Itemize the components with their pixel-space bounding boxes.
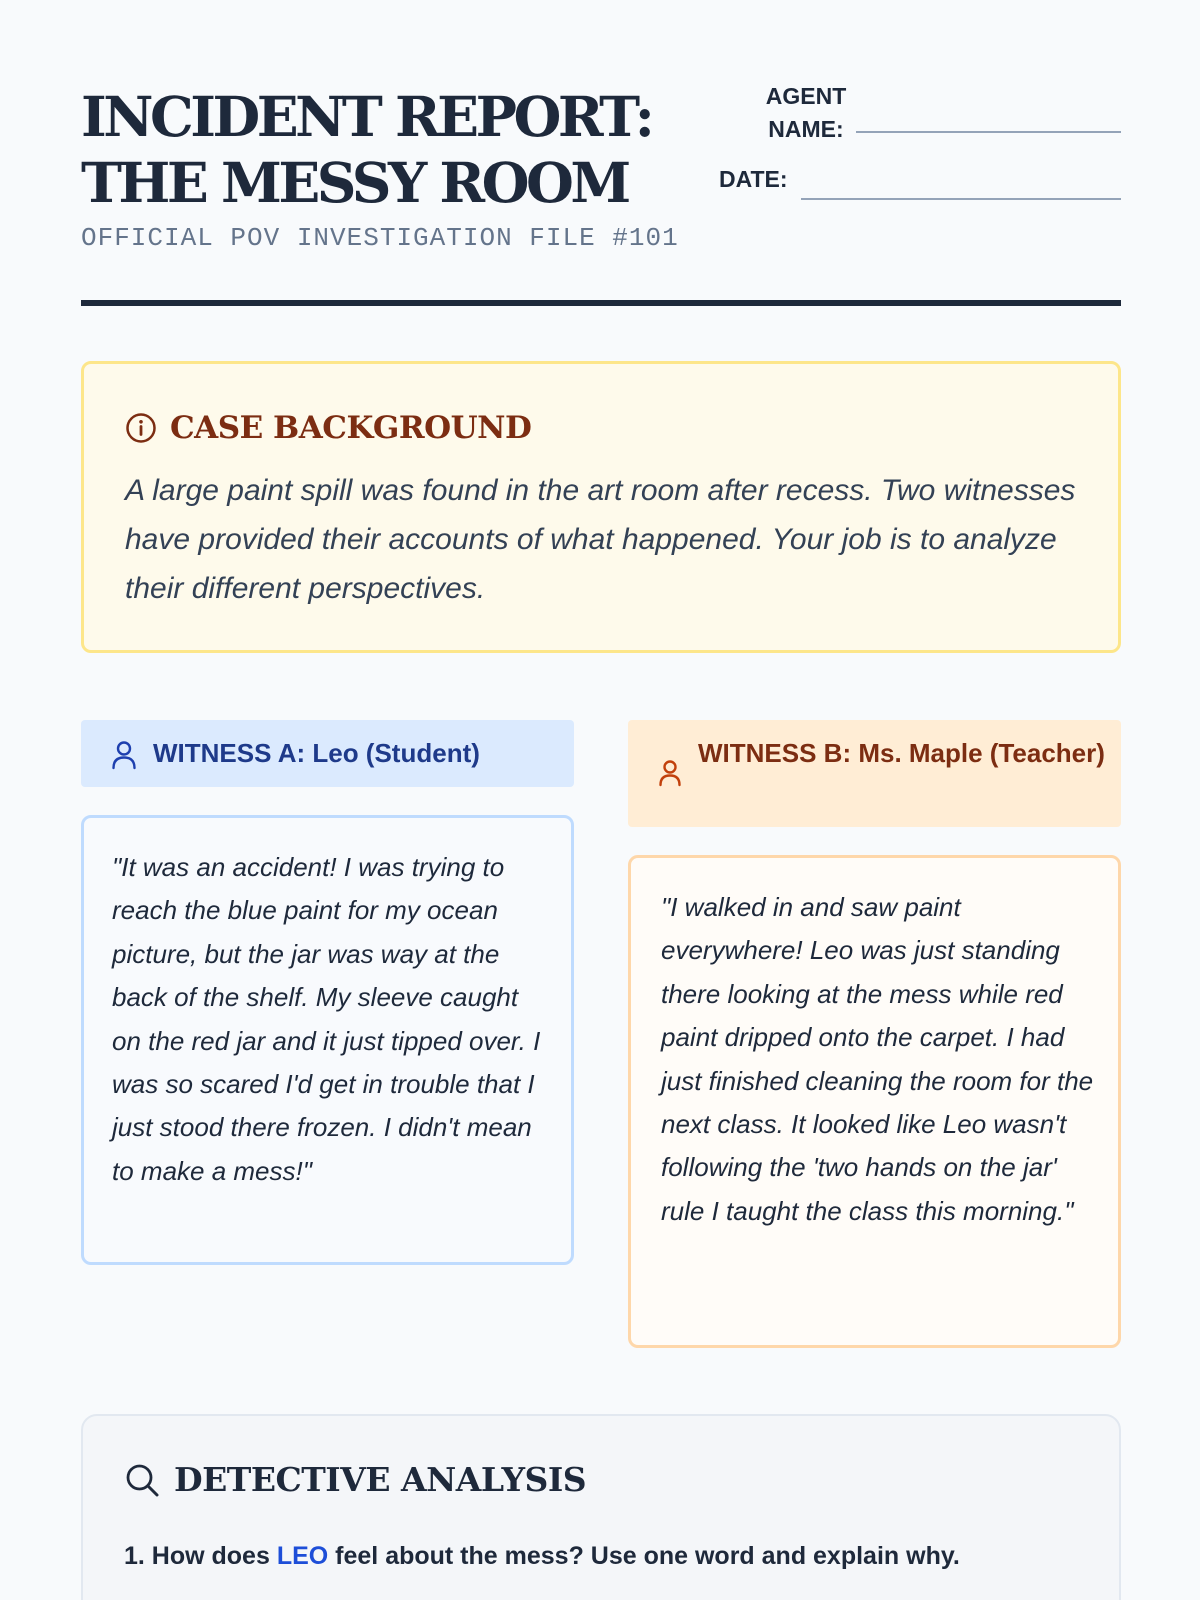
case-background-box <box>81 361 1121 653</box>
date-label: DATE: <box>719 166 788 192</box>
agent-name-label <box>761 80 851 146</box>
magnifier-icon <box>124 1462 160 1498</box>
question-1-suffix: feel about the mess? Use one word and explain why. <box>328 1542 960 1570</box>
header-divider <box>81 300 1121 306</box>
person-icon <box>111 733 137 770</box>
case-background-text: A large paint spill was found in the art room after recess. Two witnesses have provided their accounts of what happened. Your job is to analyze their different perspectives. <box>125 474 1076 605</box>
detective-analysis-heading <box>124 1460 586 1499</box>
title-line-2: THE MESSY ROOM <box>81 150 628 215</box>
info-circle-icon <box>125 412 157 444</box>
witness-b-label: WITNESS B: Ms. Maple (Teacher) <box>698 738 1105 768</box>
witness-a-card <box>81 720 574 1265</box>
witness-a-header <box>81 720 574 787</box>
agent-label-line-1: AGENT <box>765 83 847 109</box>
witness-a-label: WITNESS A: Leo (Student) <box>153 738 480 768</box>
file-number-subtitle: OFFICIAL POV INVESTIGATION FILE #101 <box>81 223 679 253</box>
case-background-heading <box>125 410 531 446</box>
case-background-title: CASE BACKGROUND <box>170 410 532 446</box>
date-blank[interactable] <box>801 198 1121 200</box>
question-1-highlight: LEO <box>276 1542 329 1570</box>
page-title <box>81 84 651 216</box>
question-1 <box>124 1542 960 1571</box>
question-1-prefix: 1. How does <box>124 1542 277 1570</box>
title-line-1: INCIDENT REPORT: <box>81 84 652 149</box>
witness-a-statement: "It was an accident! I was trying to reach the blue paint for my ocean picture, but the jar was way at the back of the shelf. My sleeve caught on the red jar and it just tipped over. I was so scared I'd get in trouble that I just stood there frozen. I didn't mean to make a mess!" <box>81 815 574 1265</box>
agent-name-blank[interactable] <box>856 131 1121 133</box>
agent-label-line-2: NAME: <box>768 116 844 142</box>
witness-b-card <box>628 720 1121 1348</box>
witness-b-header <box>628 720 1121 827</box>
witness-b-statement: "I walked in and saw paint everywhere! Leo was just standing there looking at the mess while red paint dripped onto the carpet. I had just finished cleaning the room for the next class. It looked like Leo wasn't following the 'two hands on the jar' rule I taught the class this morning." <box>628 855 1121 1348</box>
detective-analysis-box <box>81 1414 1121 1600</box>
detective-analysis-title: DETECTIVE ANALYSIS <box>174 1460 587 1499</box>
person-icon <box>658 733 682 787</box>
report-header <box>81 84 1121 304</box>
